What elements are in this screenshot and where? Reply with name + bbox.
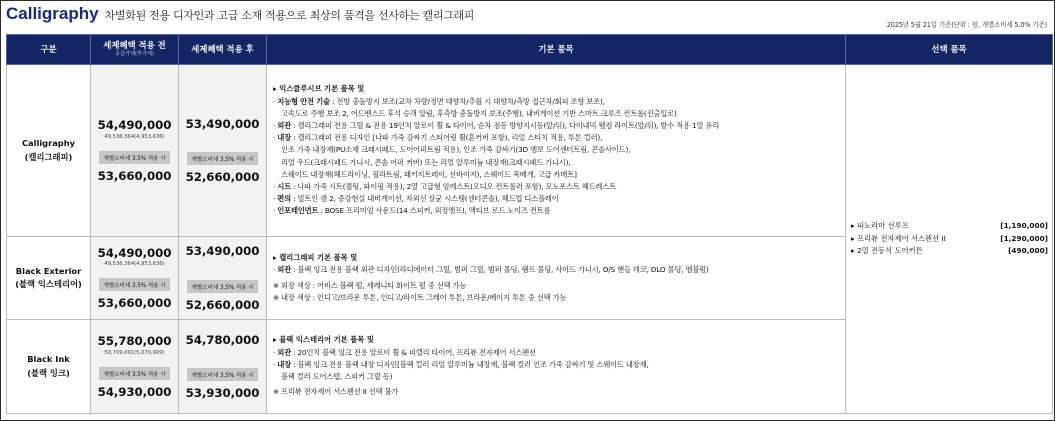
feature-text: : 20인치 블랙 잉크 전용 알로이 휠 & 피렐리 타이어, 프리뷰 전자제어 서스펜션 [290,347,536,357]
feature-label: 외관 [277,265,291,275]
header-category [7,35,91,65]
feature-label: 지능형 안전 기술 [277,96,330,106]
price-before: 55,780,000 [97,334,172,349]
price-after: 54,780,000 [185,332,260,347]
tax-tag: 개별소비세 3.5% 적용 시 [99,151,169,164]
feature-text: : 캘리그래피 전용 디자인 [나파 가죽 감싸기 스티어링 휠(혼커버 포함), 리얼 스티치 적용, 투톤 컬러), [290,133,603,143]
header-price-before [91,35,179,65]
feature-item: · 외관 : 캘리그래피 전용 그릴 & 전용 19인치 알로이 휠 & 타이어, 순차 점등 방향지시등(앞/뒤), 다이내믹 웰컴 라이트(앞/뒤), 발수 적용 1열 유리 [273,120,720,130]
trim-name-cell [7,320,91,414]
header-option-items-label: 선택 품목 [931,43,967,54]
feature-continuation: 스웨이드 내장재(헤드라이닝, 필라트림, 패키지트레이, 선바이저), 스웨이드 목베개, 고급 카매트] [281,169,577,179]
tax-tag: 개별소비세 3.5% 적용 시 [99,367,169,380]
feature-note: ※ 외장 색상 : 어비스 블랙 펄, 세레니티 화이트 펄 중 선택 가능 [273,280,467,290]
option-item [851,233,1048,245]
price-after-cell [179,237,267,320]
option-price: [490,000] [1008,246,1048,256]
header-option-items [846,35,1053,65]
option-name: ▸ 프리뷰 전자제어 서스펜션 II [851,233,946,243]
feature-continuation: 고속도로 주행 보조 2, 어드밴스드 후석 승객 알림, 후측방 충돌방지 보조(주행), 내비게이션 기반 스마트 크루즈 컨트롤(진출입로) [281,108,677,118]
feature-label: 내장 [277,359,291,369]
features-cell [267,320,846,414]
feature-item: · 외관 : 블랙 잉크 전용 블랙 외관 디자인(라디에이터 그릴, 범퍼 그릴, 범퍼 몰딩, 램프 몰딩, 사이드 가니시, O/S 핸들 데코, DLO 몰딩, 엠블럼) [273,265,709,275]
feature-heading: ▸ 익스클루시브 기본 품목 및 [273,84,365,94]
header-price-before-sub: 공급가액(부가세) [114,50,155,57]
feature-text: : 나파 가죽 시트(퀼팅, 파이핑 적용), 2열 고급형 암레스트(오디오 컨트롤러 포함), 모노포스트 헤드레스트 [290,182,617,191]
features-cell [267,65,846,237]
feature-text: : 빌트인 캠 2, 증강현실 내비게이션, 자외선 살균 시스템(센터콘솔), 헤드업 디스플레이 [290,194,559,204]
price-table [6,34,1053,414]
feature-label: 편의 [277,194,291,204]
price-after-tax: 53,930,000 [185,386,260,400]
feature-item: · 시트 : 나파 가죽 시트(퀼팅, 파이핑 적용), 2열 고급형 암레스트(오디오 컨트롤러 포함), 모노포스트 헤드레스트 [273,182,617,191]
tax-tag: 개별소비세 3.5% 적용 시 [99,278,169,291]
feature-label: 인포테인먼트 [277,206,319,216]
trim-name-cell [7,237,91,320]
header-basic-items-label: 기본 품목 [538,43,574,54]
trim-name-kr: (블랙 잉크) [27,367,70,378]
price-before-cell [91,65,179,237]
feature-item: · 인포테인먼트 : BOSE 프리미엄 사운드(14 스피커, 외장앰프), 액티브 로드 노이즈 컨트롤 [273,206,551,216]
price-before: 54,490,000 [97,245,172,260]
feature-label: 내장 [277,133,291,143]
header-price-after-label: 세제혜택 적용 후 [191,43,254,54]
feature-continuation: 블랙 컬러 도어스텝, 스피커 그릴 등) [281,372,393,382]
price-after: 53,490,000 [185,244,260,259]
feature-label: 시트 [277,182,291,191]
feature-item: · 편의 : 빌트인 캠 2, 증강현실 내비게이션, 자외선 살균 시스템(센터콘솔), 헤드업 디스플레이 [273,194,559,204]
tax-tag: 개별소비세 3.5% 적용 시 [187,368,257,381]
feature-text: : 캘리그래피 전용 그릴 & 전용 19인치 알로이 휠 & 타이어, 순차 점등 방향지시등(앞/뒤), 다이내믹 웰컴 라이트(앞/뒤), 발수 적용 1열 유리 [290,120,720,130]
trim-name: Black Exterior [15,265,82,276]
price-after: 53,490,000 [185,116,260,131]
feature-label: 외관 [277,120,291,130]
header-row [7,35,1053,65]
brand-title: Calligraphy [6,4,99,23]
feature-text: : BOSE 프리미엄 사운드(14 스피커, 외장앰프), 액티브 로드 노이즈 컨트롤 [318,206,551,216]
feature-note: ※ 프리뷰 전자제어 서스펜션 II 선택 불가 [273,387,399,397]
price-after-tax: 52,660,000 [185,297,260,312]
options-cell [846,65,1053,414]
feature-text: : 블랙 잉크 전용 블랙 내장 디자인[블랙 컬러 리얼 알루미늄 내장재, 블랙 컬러 인조 가죽 감싸기 및 스웨이드 내장재, [290,359,649,369]
features-cell [267,237,846,320]
option-price: [1,290,000] [1000,233,1048,243]
tagline: 차별화된 전용 디자인과 고급 소재 적용으로 최상의 품격을 선사하는 캘리그래피 [104,9,475,22]
header-price-before-label: 세제혜택 적용 전 [103,40,166,51]
trim-name-kr: (블랙 익스테리어) [15,279,82,289]
trim-name: Calligraphy [21,138,76,149]
trim-row-calligraphy [7,65,1053,237]
price-after-cell [179,320,267,414]
header-basic-items [267,35,846,65]
header-category-label: 구분 [40,43,57,54]
trim-name-kr: (캘리그래피) [24,151,73,162]
feature-label: 외관 [277,347,291,357]
price-after-tax: 52,660,000 [185,170,260,184]
date-note: 2025년 5월 21일 기준(단위 : 원, 개별소비세 5.0% 기준) [886,21,1047,29]
feature-heading: ▸ 블랙 익스테리어 기본 품목 및 [273,335,374,345]
option-name: ▸ 파노라마 선루프 [851,221,909,231]
feature-note: ※ 내장 색상 : 인디고/브라운 투톤, 인디고/라이트 그레이 투톤, 브라운/베이지 투톤 중 선택 가능 [273,292,567,302]
feature-continuation: 리얼 우드(크래시패드 가니시, 콘솔 어퍼 커버) 또는 리얼 알루미늄 내장재(크래시패드 가니시), [281,157,571,167]
trim-name-cell [7,65,91,237]
option-name: ▸ 2열 전동식 도어커튼 [851,246,923,256]
option-item [851,220,1048,232]
price-before-supply: 49,536,364(4,953,636) [104,133,165,140]
price-before-tax: 53,660,000 [97,296,172,310]
feature-heading: ▸ 캘리그래피 기본 품목 및 [273,253,358,263]
feature-text: : 블랙 잉크 전용 블랙 외관 디자인(라디에이터 그릴, 범퍼 그릴, 범퍼 몰딩, 램프 몰딩, 사이드 가니시, O/S 핸들 데코, DLO 몰딩, 엠블럼) [290,265,709,275]
feature-item: · 지능형 안전 기술 : 전방 충돌방지 보조(교차 차량/정면 대향차/추월 시 대향차/측방 접근차/회피 조향 보조), [273,96,605,106]
tax-tag: 개별소비세 3.5% 적용 시 [187,152,257,165]
feature-continuation: 인조 가죽 내장재(PU소재 크래시패드, 도어어퍼트림 적용), 인조 가죽 감싸기(3D 엠보 도어센터트림, 콘솔사이드), [281,145,631,155]
option-item [851,245,1048,257]
header-price-after [179,35,267,65]
price-after-cell [179,65,267,237]
feature-item: · 내장 : 캘리그래피 전용 디자인 [나파 가죽 감싸기 스티어링 휠(혼커버 포함), 리얼 스티치 적용, 투톤 컬러), [273,133,603,143]
price-before-cell [91,320,179,414]
feature-item: · 외관 : 20인치 블랙 잉크 전용 알로이 휠 & 피렐리 타이어, 프리뷰 전자제어 서스펜션 [273,347,536,357]
trim-name: Black Ink [27,354,70,365]
title-row [6,4,474,28]
price-before: 54,490,000 [97,118,172,133]
price-before-supply: 49,536,364(4,953,636) [104,261,165,267]
feature-item: · 내장 : 블랙 잉크 전용 블랙 내장 디자인[블랙 컬러 리얼 알루미늄 내장재, 블랙 컬러 인조 가죽 감싸기 및 스웨이드 내장재, [273,359,649,369]
price-before-tax: 53,660,000 [97,168,172,183]
option-price: [1,190,000] [1000,221,1048,231]
price-before-cell [91,237,179,320]
price-before-supply: 50,709,091(5,070,909) [104,349,165,356]
feature-text: : 전방 충돌방지 보조(교차 차량/정면 대향차/추월 시 대향차/측방 접근차/회피 조향 보조), [329,96,605,106]
price-before-tax: 54,930,000 [97,384,172,399]
tax-tag: 개별소비세 3.5% 적용 시 [187,280,257,293]
